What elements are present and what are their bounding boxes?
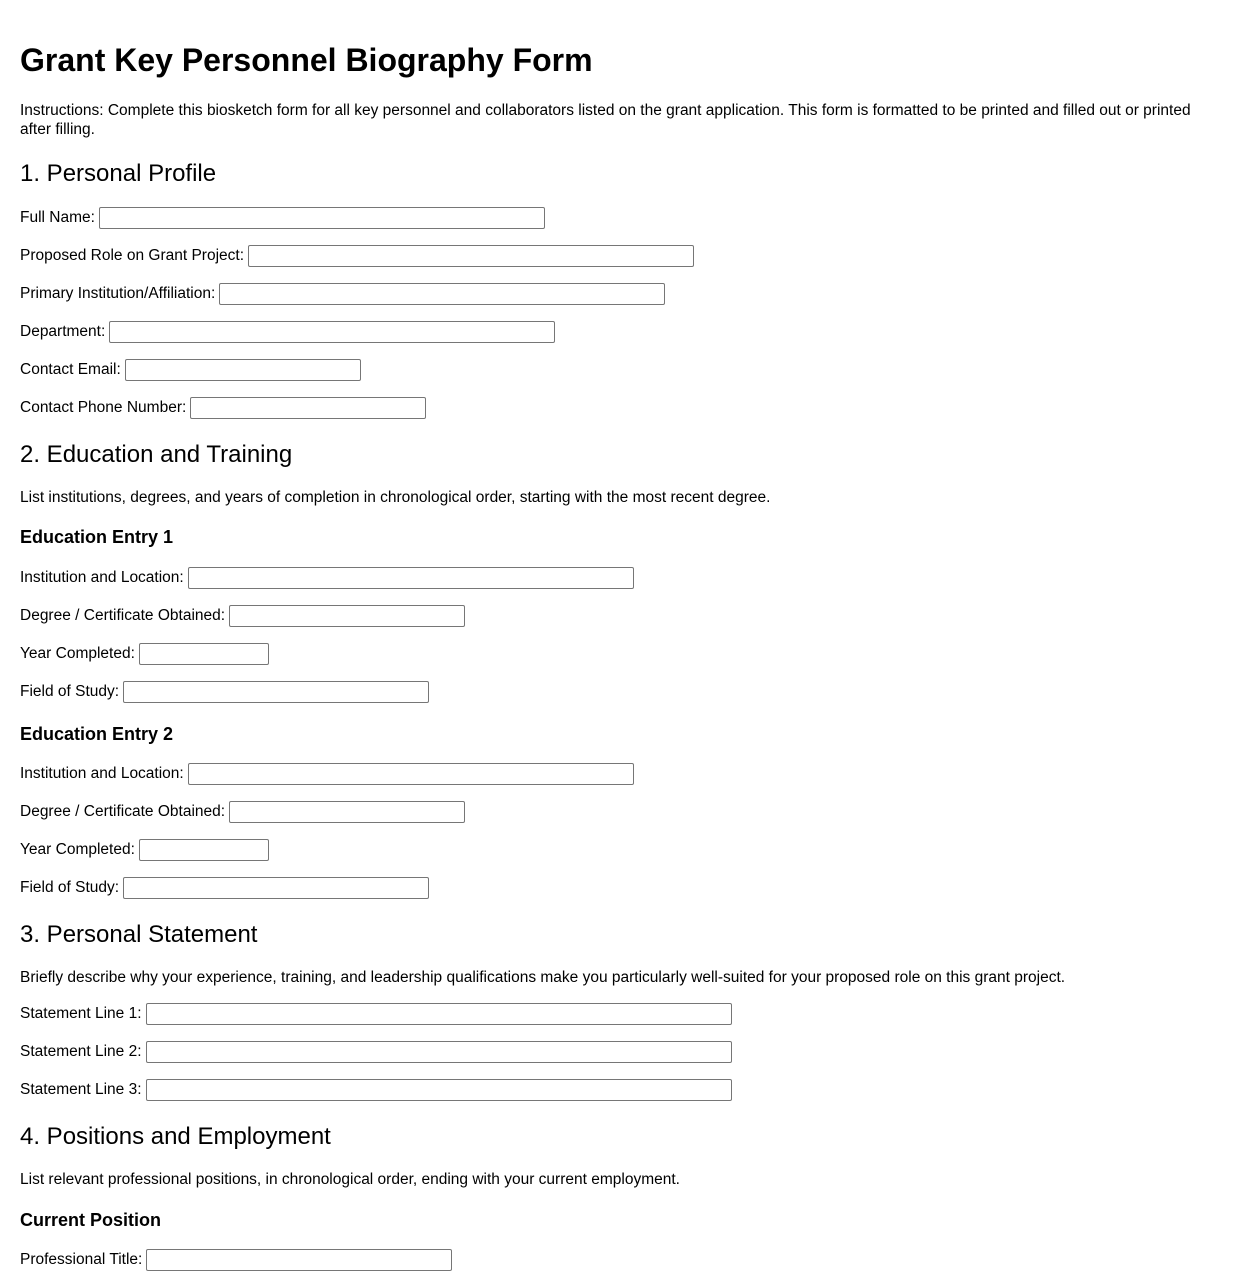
education-2-degree-row <box>20 801 465 823</box>
education-1-institution-row <box>20 567 634 589</box>
full-name-input[interactable] <box>99 207 545 229</box>
proposed-role-input[interactable] <box>248 245 694 267</box>
education-2-year-input[interactable] <box>139 839 269 861</box>
education-1-degree-label: Degree / Certificate Obtained: <box>20 607 226 624</box>
education-2-year-row <box>20 839 269 861</box>
email-row <box>20 359 361 381</box>
statement-line-1-input[interactable] <box>146 1003 732 1025</box>
professional-title-label: Professional Title: <box>20 1251 143 1268</box>
form-instructions: Instructions: Complete this biosketch form for all key personnel and collaborators listed on the grant application. This form is formatted to be printed and filled out or printed after filling. <box>20 102 1191 138</box>
education-2-institution-row <box>20 763 634 785</box>
education-1-degree-row <box>20 605 465 627</box>
statement-line-2-row <box>20 1041 732 1063</box>
section-heading-positions: 4. Positions and Employment <box>20 1123 331 1150</box>
education-1-institution-input[interactable] <box>188 567 634 589</box>
proposed-role-row <box>20 245 694 267</box>
education-2-degree-input[interactable] <box>229 801 465 823</box>
phone-label: Contact Phone Number: <box>20 399 187 416</box>
education-2-degree-label: Degree / Certificate Obtained: <box>20 803 226 820</box>
statement-line-3-label: Statement Line 3: <box>20 1081 142 1098</box>
education-2-institution-input[interactable] <box>188 763 634 785</box>
statement-line-1-label: Statement Line 1: <box>20 1005 142 1022</box>
institution-label: Primary Institution/Affiliation: <box>20 285 216 302</box>
institution-row <box>20 283 665 305</box>
section-heading-personal-statement: 3. Personal Statement <box>20 921 258 948</box>
education-2-institution-label: Institution and Location: <box>20 765 184 782</box>
department-row <box>20 321 555 343</box>
full-name-row <box>20 207 545 229</box>
statement-line-2-label: Statement Line 2: <box>20 1043 142 1060</box>
department-input[interactable] <box>109 321 555 343</box>
education-2-field-label: Field of Study: <box>20 879 120 896</box>
education-1-field-input[interactable] <box>123 681 429 703</box>
phone-row <box>20 397 426 419</box>
education-1-field-label: Field of Study: <box>20 683 120 700</box>
statement-description: Briefly describe why your experience, training, and leadership qualifications make you particularly well-suited for your proposed role on this grant project. <box>20 969 1066 986</box>
professional-title-input[interactable] <box>146 1249 452 1271</box>
statement-line-1-row <box>20 1003 732 1025</box>
statement-line-3-input[interactable] <box>146 1079 732 1101</box>
section-heading-education: 2. Education and Training <box>20 441 293 468</box>
education-1-year-row <box>20 643 269 665</box>
education-entry-1-heading: Education Entry 1 <box>20 527 174 547</box>
email-input[interactable] <box>125 359 361 381</box>
education-1-year-input[interactable] <box>139 643 269 665</box>
current-position-heading: Current Position <box>20 1210 162 1230</box>
education-entry-2-heading: Education Entry 2 <box>20 724 174 744</box>
department-label: Department: <box>20 323 106 340</box>
education-1-year-label: Year Completed: <box>20 645 135 662</box>
email-label: Contact Email: <box>20 361 121 378</box>
institution-input[interactable] <box>219 283 665 305</box>
education-description: List institutions, degrees, and years of completion in chronological order, starting with the most recent degree. <box>20 489 771 506</box>
positions-description: List relevant professional positions, in chronological order, ending with your current employment. <box>20 1171 680 1188</box>
statement-line-3-row <box>20 1079 732 1101</box>
proposed-role-label: Proposed Role on Grant Project: <box>20 247 245 264</box>
education-1-institution-label: Institution and Location: <box>20 569 184 586</box>
education-2-field-input[interactable] <box>123 877 429 899</box>
statement-line-2-input[interactable] <box>146 1041 732 1063</box>
education-1-degree-input[interactable] <box>229 605 465 627</box>
full-name-label: Full Name: <box>20 209 95 226</box>
phone-input[interactable] <box>190 397 426 419</box>
education-1-field-row <box>20 681 429 703</box>
professional-title-row <box>20 1249 452 1271</box>
education-2-field-row <box>20 877 429 899</box>
page-title: Grant Key Personnel Biography Form <box>20 42 593 78</box>
section-heading-personal-profile: 1. Personal Profile <box>20 160 217 187</box>
education-2-year-label: Year Completed: <box>20 841 135 858</box>
